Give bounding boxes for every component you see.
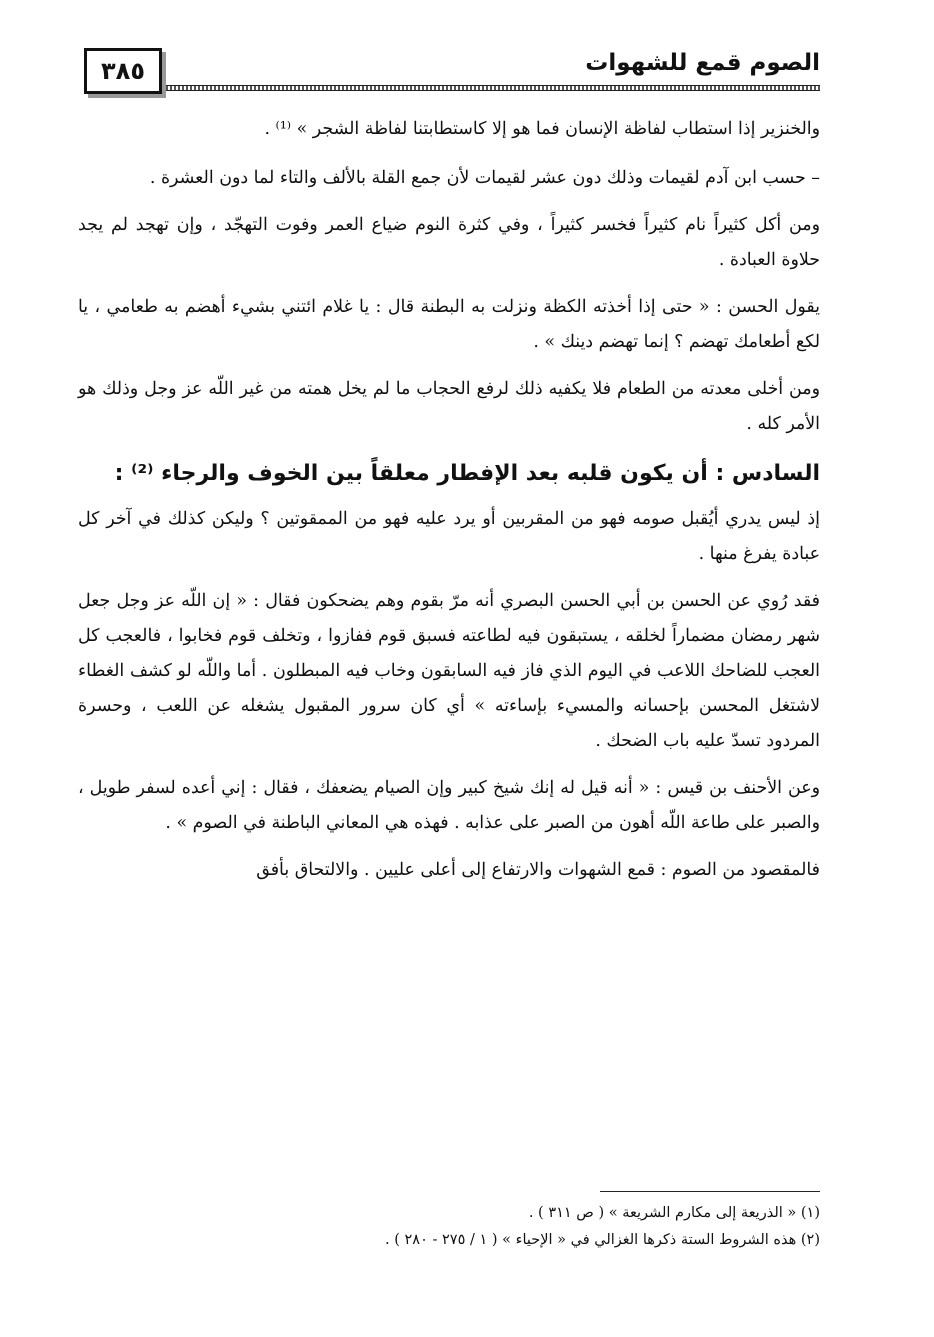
section-heading: السادس : أن يكون قلبه بعد الإفطار معلقاً بين الخوف والرجاء ⁽²⁾ : (114, 461, 820, 486)
footnote: (١) « الذريعة إلى مكارم الشريعة » ( ص ٣١١ ) . (528, 1205, 820, 1221)
footnote-rule (600, 1191, 820, 1192)
footnote: (٢) هذه الشروط الستة ذكرها الغزالي في « الإحياء » ( ١ / ٢٧٥ - ٢٨٠ ) . (385, 1232, 820, 1248)
header-rule (166, 85, 820, 91)
paragraph: فالمقصود من الصوم : قمع الشهوات والارتفاع إلى أعلى عليين . والالتحاق بأفق (256, 860, 820, 880)
paragraph: إذ ليس يدري أيُقبل صومه فهو من المقربين أو يرد عليه فهو من الممقوتين ؟ وليكن كذلك في آخر كل عبادة يفرغ منها . (78, 509, 820, 564)
paragraph: يقول الحسن : « حتى إذا أخذته الكظة ونزلت به البطنة قال : يا غلام ائتني بشيء أهضم به طعامي ، يا لكع أطعامك تهضم ؟ إنما تهضم دينك » . (78, 297, 820, 352)
footnotes (78, 1200, 820, 1254)
page-number: ٣٨٥ (84, 48, 162, 94)
paragraph: ومن أكل كثيراً نام كثيراً فخسر كثيراً ، وفي كثرة النوم ضياع العمر وفوت التهجّد ، وإن تهجد لم يجد حلاوة العبادة . (78, 215, 820, 270)
paragraph: والخنزير إذا استطاب لفاظة الإنسان فما هو إلا كاستطابتنا لفاظة الشجر » ⁽¹⁾ . (264, 119, 820, 139)
paragraph: – حسب ابن آدم لقيمات وذلك دون عشر لقيمات لأن جمع القلة بالألف والتاء لما دون العشرة . (149, 168, 820, 188)
page-header (80, 38, 820, 96)
paragraph: فقد رُوي عن الحسن بن أبي الحسن البصري أنه مرّ بقوم وهم يضحكون فقال : « إن اللّه عز وجل جعل شهر رمضان مضماراً لخلقه ، يستبقون فيه لطاعته فسبق قوم ففازوا ، وتخلف قوم فخابوا ، فالعجب كل العجب للضاحك اللاعب في اليوم الذي فاز فيه السابقون وخاب فيه المبطلون . أما واللّه لو كشف الغطاء لاشتغل المحسن بإحسانه والمسيء بإساءته » أي كان سرور المقبول يشغله عن اللعب ، وحسرة المردود تسدّ عليه باب الضحك . (78, 591, 820, 751)
running-title: الصوم قمع للشهوات (585, 50, 820, 76)
body-text (78, 112, 820, 900)
paragraph: وعن الأحنف بن قيس : « أنه قيل له إنك شيخ كبير وإن الصيام يضعفك ، فقال : إني أعده لسفر طويل ، والصبر على طاعة اللّه أهون من الصبر على عذابه . فهذه هي المعاني الباطنة في الصوم » . (78, 778, 820, 833)
paragraph: ومن أخلى معدته من الطعام فلا يكفيه ذلك لرفع الحجاب ما لم يخل همته من غير اللّه عز وجل وذلك هو الأمر كله . (78, 379, 820, 434)
